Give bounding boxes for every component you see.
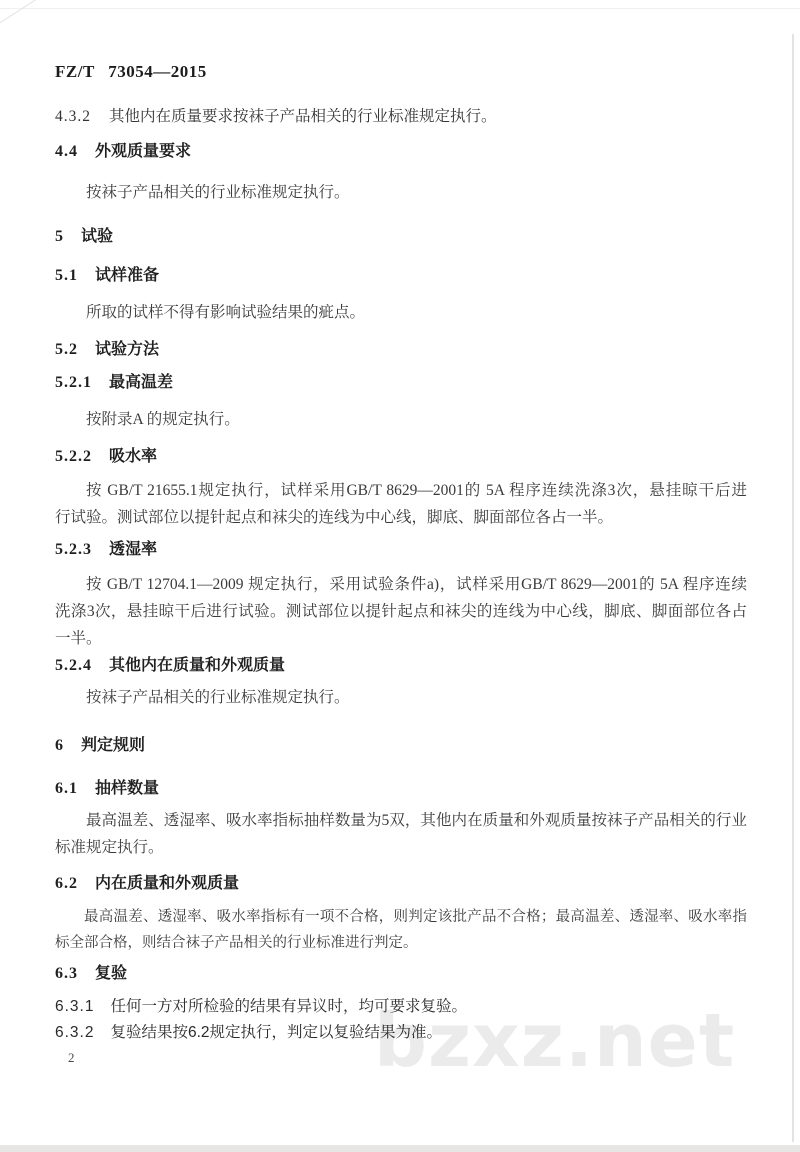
heading-number: 5.2.1	[55, 374, 92, 391]
doc-code-header: FZ/T 73054—2015	[55, 62, 207, 81]
heading-number: 5.2.3	[55, 541, 92, 558]
heading-5-1	[55, 266, 747, 286]
paragraph-line: 一半。	[55, 630, 102, 647]
heading-4-4	[55, 142, 747, 162]
heading-title: 抽样数量	[95, 780, 160, 797]
heading-number: 4.4	[55, 143, 78, 160]
heading-title: 吸水率	[109, 448, 158, 465]
clause-4-3-2	[55, 107, 747, 127]
paragraph-6-1	[55, 807, 747, 861]
scan-corner-line	[0, 0, 36, 26]
heading-5	[55, 227, 747, 247]
paragraph-line: 标准规定执行。	[55, 839, 164, 856]
heading-5-2	[55, 340, 747, 360]
paragraph-line: 洗涤3次，悬挂晾干后进行试验。测试部位以提针起点和袜尖的连线为中心线，脚底、脚面部位各占	[55, 603, 747, 620]
paragraph-line: 最高温差、透湿率、吸水率指标抽样数量为5双，其他内在质量和外观质量按袜子产品相关的行业	[86, 812, 747, 829]
clause-text: 其他内在质量要求按袜子产品相关的行业标准规定执行。	[109, 108, 497, 125]
heading-5-2-1	[55, 373, 747, 393]
heading-number: 6	[55, 737, 64, 754]
paragraph-line: 按 GB/T 12704.1—2009 规定执行，采用试验条件a)，试样采用GB/T 8629—2001的 5A 程序连续	[86, 576, 747, 593]
heading-6-2	[55, 874, 747, 894]
heading-6	[55, 736, 747, 756]
document-page	[55, 62, 747, 1066]
heading-title: 试验方法	[95, 341, 160, 358]
paragraph-6-2	[55, 904, 747, 956]
heading-title: 判定规则	[81, 737, 146, 754]
heading-5-2-2	[55, 447, 747, 467]
paragraph-5-1: 所取的试样不得有影响试验结果的疵点。	[86, 304, 366, 321]
heading-number: 5.2	[55, 341, 78, 358]
heading-title: 内在质量和外观质量	[95, 875, 240, 892]
paragraph-4-4: 按袜子产品相关的行业标准规定执行。	[86, 184, 350, 201]
clause-6-3-2	[55, 1022, 747, 1044]
heading-number: 6.2	[55, 875, 78, 892]
heading-number: 6.3	[55, 965, 78, 982]
heading-title: 最高温差	[109, 374, 174, 391]
clause-text: 复验结果按6.2规定执行，判定以复验结果为准。	[110, 1024, 443, 1041]
heading-number: 5	[55, 228, 64, 245]
heading-6-1	[55, 779, 747, 799]
paragraph-5-2-1: 按附录A 的规定执行。	[86, 411, 240, 428]
heading-number: 5.2.4	[55, 657, 92, 674]
scan-right-edge-line	[792, 34, 794, 1142]
paragraph-5-2-2	[55, 477, 747, 531]
heading-6-3	[55, 964, 747, 984]
heading-5-2-3	[55, 540, 747, 560]
paragraph-5-2-4: 按袜子产品相关的行业标准规定执行。	[86, 689, 350, 706]
paragraph-line: 行试验。测试部位以提针起点和袜尖的连线为中心线，脚底、脚面部位各占一半。	[55, 509, 614, 526]
heading-title: 试样准备	[95, 267, 160, 284]
paragraph-line: 标全部合格，则结合袜子产品相关的行业标准进行判定。	[55, 935, 418, 951]
heading-number: 5.2.2	[55, 448, 92, 465]
heading-title: 其他内在质量和外观质量	[109, 657, 286, 674]
heading-5-2-4	[55, 656, 747, 676]
page-number: 2	[68, 1050, 75, 1065]
clause-6-3-1	[55, 996, 747, 1018]
heading-number: 5.1	[55, 267, 78, 284]
paragraph-line: 按 GB/T 21655.1规定执行，试样采用GB/T 8629—2001的 5A 程序连续洗涤3次，悬挂晾干后进	[86, 482, 747, 499]
heading-title: 透湿率	[109, 541, 158, 558]
paragraph-line: 最高温差、透湿率、吸水率指标有一项不合格，则判定该批产品不合格；最高温差、透湿率、吸水率指	[84, 909, 747, 925]
scan-bottom-strip	[0, 1145, 800, 1152]
scan-top-hairline	[0, 8, 800, 9]
clause-number: 6.3.2	[55, 1024, 95, 1041]
clause-number: 4.3.2	[55, 108, 91, 125]
heading-title: 试验	[81, 228, 114, 245]
clause-number: 6.3.1	[55, 998, 95, 1015]
watermark: bzxz.net	[374, 998, 736, 1084]
heading-title: 复验	[95, 965, 128, 982]
paragraph-5-2-3	[55, 571, 747, 652]
clause-text: 任何一方对所检验的结果有异议时，均可要求复验。	[110, 998, 467, 1015]
heading-title: 外观质量要求	[95, 143, 192, 160]
heading-number: 6.1	[55, 780, 78, 797]
